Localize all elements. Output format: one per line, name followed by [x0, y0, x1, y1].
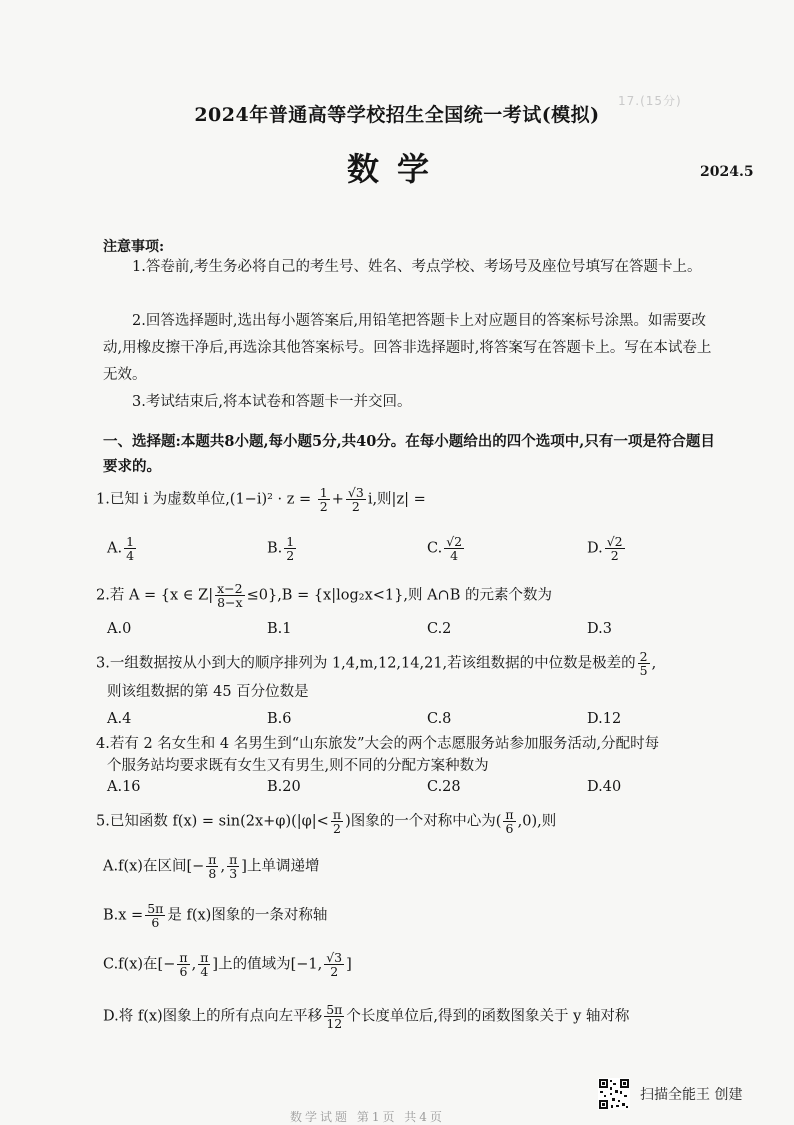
notice-heading: 注意事项:	[103, 239, 165, 255]
page-footer: 数学试题 第1页 共4页	[290, 1110, 445, 1124]
q4-option-a: A.16	[107, 779, 141, 795]
question-3-line2: 则该组数据的第 45 百分位数是	[107, 684, 309, 700]
exam-date: 2024.5	[700, 164, 754, 180]
q5-option-c: C.f(x)在[− $\frac{\pi}{6}$ , $\frac{\pi}{4}$ ]上的值域为[−1, $\frac{√3}{2}$ ]	[103, 950, 352, 979]
q5-option-a: A.f(x)在区间[− $\frac{\pi}{8}$ , $\frac{\pi}{3}$ ]上单调递增	[103, 852, 320, 881]
q2-option-d: D.3	[587, 621, 612, 637]
q1-option-b: B. $\frac{1}{2}$	[267, 534, 295, 563]
section-heading-choice: 一、选择题:本题共8小题,每小题5分,共40分。在每小题给出的四个选项中,只有一项是符合题目要求的。	[103, 433, 715, 475]
q2-option-a: A.0	[107, 621, 132, 637]
exam-title: 2024年普通高等学校招生全国统一考试(模拟)	[194, 104, 600, 126]
fraction: $\frac{2}{5}$	[639, 649, 648, 678]
q2-option-b: B.1	[267, 621, 292, 637]
q5-option-b: B.x = $\frac{5\pi}{6}$ 是 f(x)图象的一条对称轴	[103, 901, 328, 930]
q1-option-a: A. $\frac{1}{4}$	[107, 534, 135, 563]
q3-option-c: C.8	[427, 711, 452, 727]
bleed-through-text: 17.(15分)	[618, 94, 682, 108]
q4-option-b: B.20	[267, 779, 301, 795]
subject-title: 数学	[346, 150, 447, 188]
q3-option-a: A.4	[107, 711, 132, 727]
q2-option-c: C.2	[427, 621, 452, 637]
fraction: $\frac{1}{2}$	[319, 485, 328, 514]
q4-option-d: D.40	[587, 779, 622, 795]
fraction: $\frac{x-2}{8-x}$	[217, 581, 243, 610]
q3-option-b: B.6	[267, 711, 292, 727]
q3-option-d: D.12	[587, 711, 622, 727]
q1-option-c: C. $\frac{√2}{4}$	[427, 534, 463, 563]
question-5-stem: 5.已知函数 f(x) = sin(2x+φ)(|φ|< $\frac{\pi}{2}$ )图象的一个对称中心为( $\frac{\pi}{6}$ ,0),则	[96, 807, 557, 836]
notice-item-3: 3.考试结束后,将本试卷和答题卡一并交回。	[132, 394, 412, 410]
q5-option-d: D.将 f(x)图象上的所有点向左平移 $\frac{5\pi}{12}$ 个长度单位后,得到的函数图象关于 y 轴对称	[103, 1002, 630, 1031]
scanner-brand-label: 扫描全能王 创建	[640, 1087, 743, 1103]
question-4-line2: 个服务站均要求既有女生又有男生,则不同的分配方案种数为	[107, 758, 489, 774]
question-1-stem: 1.已知 i 为虚数单位,(1−i)² · z = $\frac{1}{2}$ + $\frac{√3}{2}$ i,则|z| =	[96, 485, 426, 514]
fraction: $\frac{\pi}{2}$	[332, 807, 342, 836]
q4-option-c: C.28	[427, 779, 461, 795]
qr-code-icon	[598, 1078, 630, 1110]
question-2-stem: 2.若 A = {x ∈ Z| $\frac{x-2}{8-x}$ ≤0},B = {x|log₂x<1},则 A∩B 的元素个数为	[96, 581, 552, 610]
question-4-line1: 4.若有 2 名女生和 4 名男生到“山东旅发”大会的两个志愿服务站参加服务活动,分配时每	[96, 736, 660, 752]
notice-item-2: 2.回答选择题时,选出每小题答案后,用铅笔把答题卡上对应题目的答案标号涂黑。如需要改动,用橡皮擦干净后,再选涂其他答案标号。回答非选择题时,将答案写在答题卡上。写在本试卷上无效。	[103, 313, 712, 383]
q1-option-d: D. $\frac{√2}{2}$	[587, 534, 623, 563]
notice-item-1: 1.答卷前,考生务必将自己的考生号、姓名、考点学校、考场号及座位号填写在答题卡上。	[132, 259, 702, 275]
question-3-stem: 3.一组数据按从小到大的顺序排列为 1,4,m,12,14,21,若该组数据的中位数是极差的 $\frac{2}{5}$ ,	[96, 649, 657, 678]
fraction: $\frac{\pi}{6}$	[505, 807, 514, 836]
fraction: $\frac{√3}{2}$	[347, 485, 364, 514]
